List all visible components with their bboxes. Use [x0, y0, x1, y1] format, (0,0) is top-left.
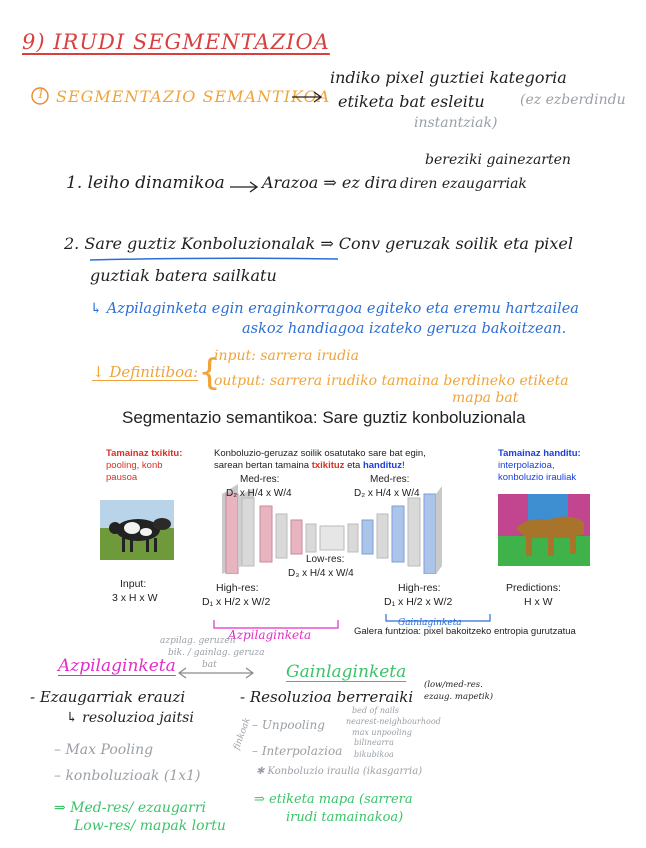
predictions-dim: H x W: [524, 596, 553, 608]
prediction-segmentation-map: [498, 494, 590, 566]
section-heading: SEGMENTAZIO SEMANTIKOA: [56, 87, 331, 106]
interpolation-note1: bilinearra: [354, 738, 394, 747]
definitive-input: input: sarrera irudia: [214, 348, 359, 364]
mid-note-line2: bik. / gainlag. geruza: [168, 648, 265, 658]
definitive-brace: {: [198, 352, 221, 393]
arrow-right-icon: [290, 90, 324, 104]
slide-left-red-line2: pooling, konb: [106, 460, 163, 471]
section-number: 1: [37, 87, 45, 101]
blue-note-line1: ↳ Azpilaginketa egin eraginkorragoa egiteko eta eremu hartzailea: [90, 301, 579, 317]
point2-line2: guztiak batera sailkatu: [90, 266, 277, 285]
input-dim: 3 x H x W: [112, 592, 158, 604]
definitive-output: output: sarrera irudiko tamaina berdineko etiketa: [214, 373, 569, 389]
section-definition-line1: indiko pixel guztiei kategoria: [330, 68, 567, 87]
highres-right-dim: D₁ x H/2 x W/2: [384, 596, 453, 608]
mid-note-line1: azpilag. geruzen: [160, 636, 236, 646]
slide-left-red-line3: pausoa: [106, 472, 138, 483]
interpolation-note2: bikubikoa: [354, 750, 394, 759]
lowres-dim: D₃ x H/4 x W/4: [288, 568, 354, 579]
slide-right-blue-line1: Tamainaz handitu:: [498, 448, 581, 459]
lowres-label: Low-res:: [306, 554, 345, 565]
slide-center-text-c: eta: [344, 460, 363, 471]
definitive-label: ↓ Definitiboa:: [92, 363, 199, 381]
unpooling-note3: max unpooling: [352, 728, 412, 737]
arrow-right-icon: [228, 180, 260, 194]
point1-under-text: diren ezaugarriak: [400, 176, 527, 192]
medres-left-label: Med-res:: [240, 474, 280, 485]
slide-center-txikituz: txikituz: [311, 460, 345, 471]
unpooling-note1: bed of nails: [352, 706, 399, 715]
page-title: 9) IRUDI SEGMENTAZIOA: [22, 30, 330, 54]
point1-over-text: bereziki gainezarten: [425, 152, 571, 168]
definitive-output-line2: mapa bat: [452, 390, 519, 406]
slide-right-blue-line2: interpolazioa,: [498, 460, 555, 471]
input-label: Input:: [120, 578, 147, 590]
double-arrow-icon: [176, 664, 256, 682]
konboluzio-iraulia-item: ✱ Konboluzio iraulia (ikasgarria): [256, 766, 423, 777]
slide-center-line2: [214, 460, 405, 471]
point2-line1: 2. Sare guztiz Konboluzionalak ⇒ Conv geruzak soilik eta pixel: [64, 234, 573, 253]
slide-title: Segmentazio semantikoa: Sare guztiz konboluzionala: [122, 408, 526, 427]
azpilaginketa-small-label: Azpilaginketa: [228, 628, 312, 642]
decoder-blocks: [348, 486, 442, 574]
medres-right-dim: D₂ x H/4 x W/4: [354, 488, 420, 499]
left-gray1: – Max Pooling: [54, 742, 154, 758]
left-green2: Low-res/ mapak lortu: [74, 818, 226, 834]
input-cow-photo: [100, 500, 174, 560]
unpooling-item: – Unpooling: [252, 718, 325, 732]
left-heading: Azpilaginketa: [58, 656, 176, 676]
highres-right-label: High-res:: [398, 582, 441, 594]
slide-center-line1: Konboluzio-geruzaz soilik osatutako sare bat egin,: [214, 448, 426, 459]
bottleneck-block: [320, 526, 344, 550]
interpolation-item: – Interpolazioa: [252, 744, 343, 758]
right-line1: - Resoluzioa berreraiki: [240, 688, 414, 706]
slide-center-text-a: sarean bertan tamaina: [214, 460, 312, 471]
right-heading: Gainlaginketa: [286, 662, 407, 682]
finkoak-label: finkoak: [232, 716, 253, 752]
left-line2: ↳ resoluzioa jaitsi: [66, 710, 194, 726]
loss-caption: Galera funtzioa: pixel bakoitzeko entropia gurutzatua: [354, 626, 576, 637]
section-note-line2: instantziak): [414, 115, 498, 131]
point1-arrow-text: Arazoa ⇒ ez dira: [262, 173, 398, 192]
left-line1: - Ezaugarriak erauzi: [30, 688, 186, 706]
blue-note-line2: askoz handiagoa izateko geruza bakoitzean.: [242, 321, 567, 337]
right-green1: ⇒ etiketa mapa (sarrera: [254, 792, 413, 807]
section-note-line1: (ez ezberdindu: [520, 92, 626, 108]
point1-text: 1. leiho dinamikoa: [66, 173, 225, 193]
right-line1-note1: (low/med-res.: [424, 680, 483, 690]
medres-left-dim: D₂ x H/4 x W/4: [226, 488, 292, 499]
section-definition-line2: etiketa bat esleitu: [338, 92, 485, 111]
gainlaginketa-small-label: Gainlaginketa: [398, 618, 462, 628]
slide-right-blue-line3: konboluzio irauliak: [498, 472, 577, 483]
slide-center-text-e: !: [402, 460, 405, 471]
slide-center-handituz: handituz: [362, 460, 402, 471]
unpooling-note2: nearest-neighbourhood: [346, 717, 441, 726]
left-gray2: – konboluzioak (1x1): [54, 768, 201, 784]
right-line1-note2: ezaug. mapetik): [424, 692, 494, 702]
predictions-label: Predictions:: [506, 582, 561, 594]
mid-note-line3: bat: [202, 660, 217, 670]
medres-right-label: Med-res:: [370, 474, 410, 485]
right-green2: irudi tamainakoa): [286, 810, 404, 825]
highres-left-dim: D₁ x H/2 x W/2: [202, 596, 271, 608]
slide-left-red-line1: Tamainaz txikitu:: [106, 448, 183, 459]
left-green1: ⇒ Med-res/ ezaugarri: [54, 800, 207, 816]
slide-figure: [92, 404, 606, 640]
highres-left-label: High-res:: [216, 582, 259, 594]
underline-stroke: [90, 254, 340, 264]
